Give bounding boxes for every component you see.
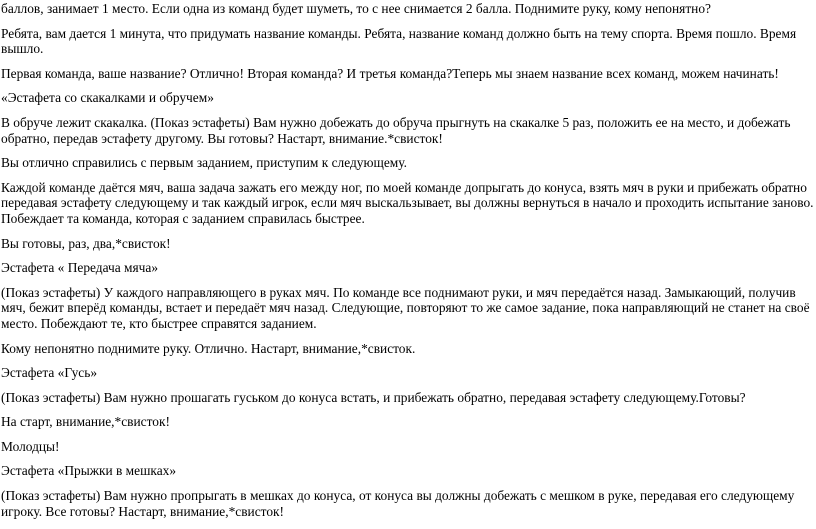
heading-goose-relay: Эстафета «Гусь»: [1, 365, 98, 381]
paragraph-on-start: На старт, внимание,*свисток!: [1, 414, 170, 430]
paragraph-raise-hand: Кому непонятно поднимите руку. Отлично. Настарт, внимание,*свисток.: [1, 340, 416, 356]
heading-sack-race: Эстафета «Прыжки в мешках»: [1, 463, 177, 479]
paragraph-goose-relay: (Показ эстафеты) Вам нужно прошагать гуськом до конуса встать, и прибежать обратно, передавая эстафету следующему.Готовы?: [1, 389, 746, 405]
paragraph-scoring-rules: баллов, занимает 1 место. Если одна из команд будет шуметь, то с нее снимается 2 балла. Поднимите руку, кому непонятно?: [1, 1, 711, 16]
heading-jump-rope-relay: «Эстафета со скакалками и обручем»: [1, 90, 214, 106]
paragraph-team-names: Первая команда, ваше название? Отлично! Вторая команда? И третья команда?Теперь мы знаем название всех команд, можем начинать!: [1, 65, 779, 81]
paragraph-ball-passing-relay: (Показ эстафеты) У каждого направляющего в руках мяч. По команде все поднимают руки, и мяч передаётся назад. Замыкающий, получив мяч, бежит вперёд команды, встает и передаёт мяч назад. Следующие, повторяют то же самое задание, пока направляющий не станет на своё место. Побеждают те, кто быстрее справятся заданием.: [1, 284, 810, 331]
paragraph-ball-between-legs: Каждой команде даётся мяч, ваша задача зажать его между ног, по моей команде допрыгать до конуса, взять мяч в руки и прибежать обратно передавая эстафету следующему и так каждый игрок, если мяч выскальзывает, вы должны вернуться в начало и проходить испытание заново. Побеждает та команда, которая с заданием справилась быстрее.: [1, 179, 814, 226]
paragraph-ready-start: Вы готовы, раз, два,*свисток!: [1, 235, 171, 251]
heading-ball-passing-relay: Эстафета « Передача мяча»: [1, 260, 159, 276]
paragraph-team-name-time: Ребята, вам дается 1 минута, что придумать название команды. Ребята, название команд должно быть на тему спорта. Время пошло. Время вышло.: [1, 25, 797, 57]
paragraph-well-done: Молодцы!: [1, 438, 60, 454]
paragraph-first-task-done: Вы отлично справились с первым заданием, приступим к следующему.: [1, 155, 407, 171]
paragraph-jump-rope-relay: В обруче лежит скакалка. (Показ эстафеты) Вам нужно добежать до обруча прыгнуть на скакалке 5 раз, положить ее на место, и добежать обратно, передав эстафету другому. Вы готовы? Настарт, внимание.*свисток!: [1, 114, 791, 146]
paragraph-sack-race: (Показ эстафеты) Вам нужно пропрыгать в мешках до конуса, от конуса вы должны добежать с мешком в руке, передавая его следующему игроку. Все готовы? Настарт, внимание,*свисток!: [1, 488, 795, 519]
